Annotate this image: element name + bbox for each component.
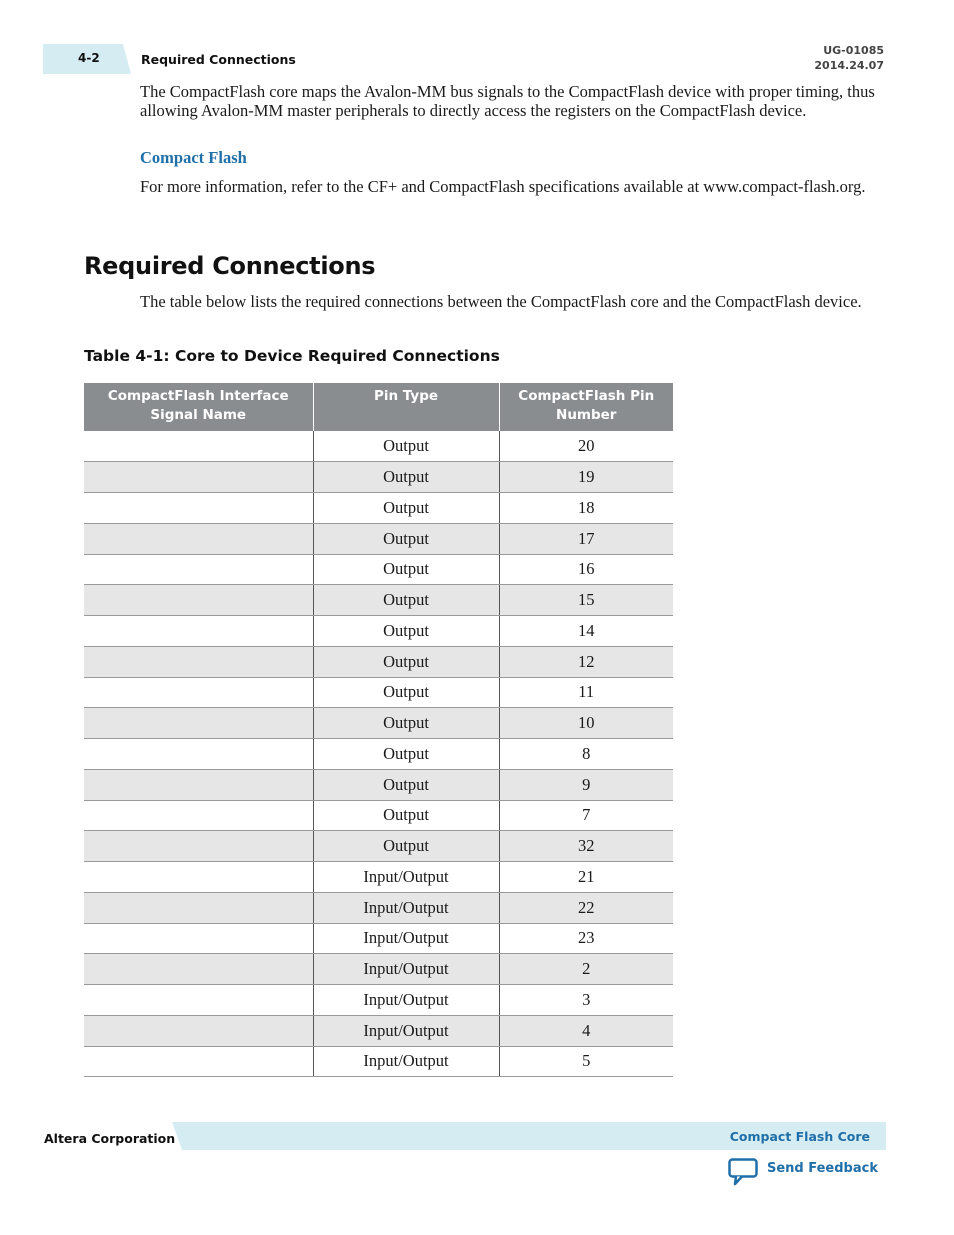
signal-name-cell [84, 739, 313, 770]
signal-name-cell [84, 862, 313, 893]
table-row [84, 523, 673, 554]
pin-number-cell: 20 [499, 431, 673, 462]
signal-name-cell [84, 800, 313, 831]
pin-number-cell: 23 [499, 923, 673, 954]
table-row [84, 462, 673, 493]
section-heading: Required Connections [84, 252, 376, 280]
send-feedback-label: Send Feedback [767, 1160, 878, 1176]
signal-name-cell [84, 616, 313, 647]
pin-number-cell: 7 [499, 800, 673, 831]
pin-number-cell: 10 [499, 708, 673, 739]
pin-number-cell: 9 [499, 769, 673, 800]
doc-id: UG-01085 [823, 44, 884, 57]
signal-name-cell [84, 493, 313, 524]
table-row [84, 585, 673, 616]
pin-type-cell: Output [313, 677, 499, 708]
pin-type-cell: Output [313, 800, 499, 831]
table-row [84, 493, 673, 524]
pin-type-cell: Output [313, 554, 499, 585]
pin-type-cell: Output [313, 585, 499, 616]
signal-name-cell [84, 462, 313, 493]
pin-type-cell: Input/Output [313, 1015, 499, 1046]
pin-type-cell: Output [313, 431, 499, 462]
table-header-row [84, 383, 673, 431]
header-pin-type: Pin Type [313, 383, 499, 431]
table-row [84, 831, 673, 862]
pin-type-cell: Input/Output [313, 954, 499, 985]
doc-date: 2014.24.07 [814, 59, 884, 72]
send-feedback-button[interactable] [728, 1158, 878, 1186]
more-info-paragraph: For more information, refer to the CF+ and CompactFlash specifications available at www.compact-flash.org. [140, 177, 866, 196]
signal-name-cell [84, 677, 313, 708]
pin-number-cell: 16 [499, 554, 673, 585]
signal-name-cell [84, 769, 313, 800]
pin-number-cell: 17 [499, 523, 673, 554]
table-row [84, 616, 673, 647]
pin-type-cell: Output [313, 616, 499, 647]
table-row [84, 739, 673, 770]
table-row [84, 892, 673, 923]
compact-flash-link[interactable]: Compact Flash [140, 148, 247, 167]
signal-name-cell [84, 585, 313, 616]
table-row [84, 800, 673, 831]
intro-paragraph: The CompactFlash core maps the Avalon-MM bus signals to the CompactFlash device with proper timing, thus allowing Avalon-MM master peripherals to directly access the registers on the CompactFlash device. [140, 82, 875, 120]
speech-bubble-icon [728, 1158, 758, 1186]
pin-number-cell: 5 [499, 1046, 673, 1077]
table-row [84, 431, 673, 462]
pin-number-cell: 14 [499, 616, 673, 647]
pin-number-cell: 22 [499, 892, 673, 923]
header-section-title: Required Connections [141, 52, 296, 67]
pin-number-cell: 12 [499, 646, 673, 677]
table-row [84, 985, 673, 1016]
pin-type-cell: Output [313, 646, 499, 677]
table-row [84, 554, 673, 585]
pin-number-cell: 8 [499, 739, 673, 770]
pin-type-cell: Output [313, 831, 499, 862]
pin-number-cell: 3 [499, 985, 673, 1016]
connections-table [84, 383, 673, 1077]
table-row [84, 646, 673, 677]
pin-number-cell: 11 [499, 677, 673, 708]
page-number: 4-2 [78, 51, 100, 65]
pin-type-cell: Output [313, 769, 499, 800]
pin-type-cell: Input/Output [313, 862, 499, 893]
signal-name-cell [84, 954, 313, 985]
pin-number-cell: 19 [499, 462, 673, 493]
footer-company: Altera Corporation [44, 1131, 176, 1146]
signal-name-cell [84, 646, 313, 677]
pin-type-cell: Output [313, 523, 499, 554]
signal-name-cell [84, 708, 313, 739]
signal-name-cell [84, 431, 313, 462]
pin-number-cell: 2 [499, 954, 673, 985]
pin-type-cell: Output [313, 708, 499, 739]
pin-number-cell: 21 [499, 862, 673, 893]
header-pin-number: CompactFlash Pin Number [499, 383, 673, 431]
signal-name-cell [84, 892, 313, 923]
footer-doc-title[interactable]: Compact Flash Core [729, 1129, 870, 1144]
table-row [84, 677, 673, 708]
signal-name-cell [84, 985, 313, 1016]
pin-type-cell: Input/Output [313, 923, 499, 954]
table-row [84, 1015, 673, 1046]
signal-name-cell [84, 831, 313, 862]
signal-name-cell [84, 1046, 313, 1077]
pin-type-cell: Output [313, 493, 499, 524]
table-row [84, 1046, 673, 1077]
table-row [84, 862, 673, 893]
pin-number-cell: 4 [499, 1015, 673, 1046]
pin-number-cell: 15 [499, 585, 673, 616]
pin-type-cell: Input/Output [313, 985, 499, 1016]
pin-type-cell: Input/Output [313, 892, 499, 923]
pin-type-cell: Output [313, 462, 499, 493]
pin-number-cell: 18 [499, 493, 673, 524]
pin-type-cell: Output [313, 739, 499, 770]
section-paragraph: The table below lists the required connections between the CompactFlash core and the CompactFlash device. [140, 292, 862, 311]
header-signal-name: CompactFlash Interface Signal Name [84, 383, 313, 431]
pin-type-cell: Input/Output [313, 1046, 499, 1077]
doc-id-block [814, 43, 884, 73]
signal-name-cell [84, 923, 313, 954]
table-row [84, 769, 673, 800]
signal-name-cell [84, 523, 313, 554]
table-row [84, 954, 673, 985]
signal-name-cell [84, 554, 313, 585]
signal-name-cell [84, 1015, 313, 1046]
table-body [84, 431, 673, 1077]
table-caption: Table 4-1: Core to Device Required Connections [84, 347, 500, 365]
table-row [84, 708, 673, 739]
table-row [84, 923, 673, 954]
pin-number-cell: 32 [499, 831, 673, 862]
